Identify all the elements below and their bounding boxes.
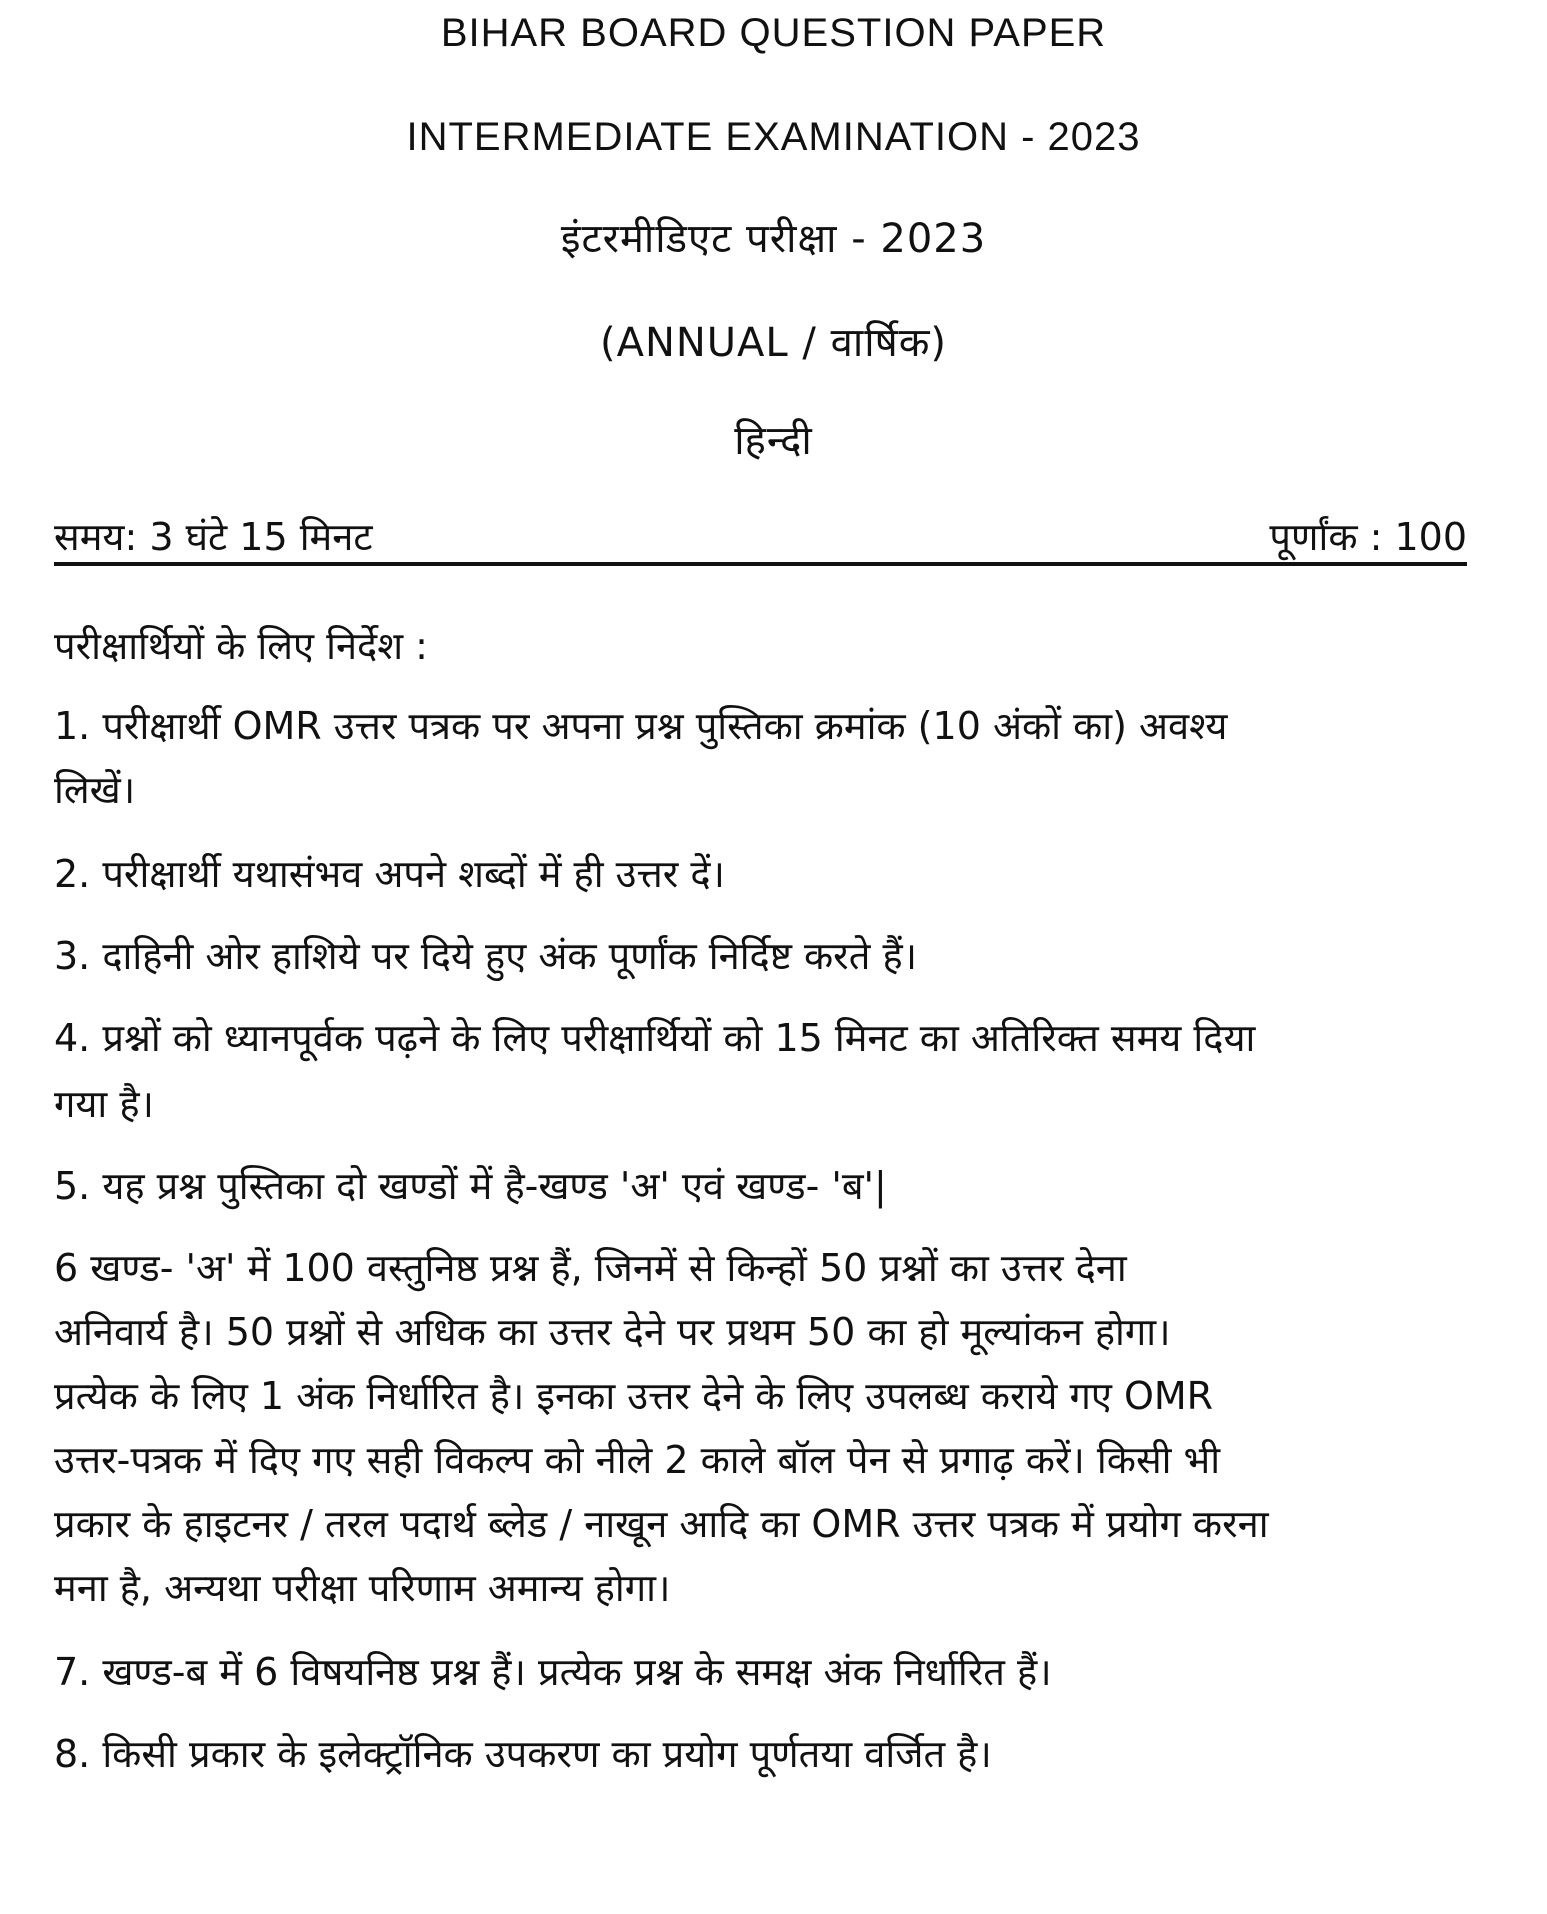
instruction-item-2: 2. परीक्षार्थी यथासंभव अपने शब्दों में ही उत्तर दें। bbox=[54, 852, 725, 896]
exam-session: (ANNUAL / वार्षिक) bbox=[599, 320, 948, 366]
instruction-item-7: 7. खण्ड-ब में 6 विषयनिष्ठ प्रश्न हैं। प्रत्येक प्रश्न के समक्ष अंक निर्धारित हैं। bbox=[54, 1650, 1052, 1694]
instruction-item-5: 5. यह प्रश्न पुस्तिका दो खण्डों में है-खण्ड 'अ' एवं खण्ड- 'ब'| bbox=[54, 1164, 887, 1208]
time-allowed: समय: 3 घंटे 15 मिनट bbox=[54, 515, 373, 559]
board-title: BIHAR BOARD QUESTION PAPER bbox=[440, 11, 1107, 55]
exam-title-hindi: इंटरमीडिएट परीक्षा - 2023 bbox=[560, 216, 987, 262]
instruction-line: मना है, अन्यथा परीक्षा परिणाम अमान्य होगा। bbox=[54, 1566, 671, 1610]
instruction-item-3: 3. दाहिनी ओर हाशिये पर दिये हुए अंक पूर्णांक निर्दिष्ट करते हैं। bbox=[54, 934, 918, 978]
instruction-line: प्रकार के हाइटनर / तरल पदार्थ ब्लेड / नाखून आदि का OMR उत्तर पत्रक में प्रयोग करना bbox=[54, 1502, 1269, 1546]
full-marks: पूर्णांक : 100 bbox=[1269, 515, 1467, 559]
instruction-line: 1. परीक्षार्थी OMR उत्तर पत्रक पर अपना प्रश्न पुस्तिका क्रमांक (10 अंकों का) अवश्य bbox=[54, 704, 1228, 748]
instruction-line: 4. प्रश्नों को ध्यानपूर्वक पढ़ने के लिए परीक्षार्थियों को 15 मिनट का अतिरिक्त समय दिया bbox=[54, 1016, 1256, 1060]
instruction-line: 6 खण्ड- 'अ' में 100 वस्तुनिष्ठ प्रश्न हैं, जिनमें से किन्हों 50 प्रश्नों का उत्तर देना bbox=[54, 1246, 1127, 1290]
instruction-line: उत्तर-पत्रक में दिए गए सही विकल्प को नीले 2 काले बॉल पेन से प्रगाढ़ करें। किसी भी bbox=[54, 1438, 1221, 1482]
instruction-line: लिखें। bbox=[54, 768, 136, 812]
exam-title-english: INTERMEDIATE EXAMINATION - 2023 bbox=[406, 115, 1141, 159]
instructions-heading: परीक्षार्थियों के लिए निर्देश : bbox=[54, 624, 428, 668]
instruction-line: प्रत्येक के लिए 1 अंक निर्धारित है। इनका उत्तर देने के लिए उपलब्ध कराये गए OMR bbox=[54, 1374, 1214, 1418]
instruction-line: अनिवार्य है। 50 प्रश्नों से अधिक का उत्तर देने पर प्रथम 50 का हो मूल्यांकन होगा। bbox=[54, 1310, 1171, 1354]
instruction-line: गया है। bbox=[54, 1082, 154, 1126]
subject-title: हिन्दी bbox=[734, 418, 813, 464]
instruction-item-8: 8. किसी प्रकार के इलेक्ट्रॉनिक उपकरण का प्रयोग पूर्णतया वर्जित है। bbox=[54, 1732, 992, 1776]
time-marks-row bbox=[54, 512, 1467, 566]
